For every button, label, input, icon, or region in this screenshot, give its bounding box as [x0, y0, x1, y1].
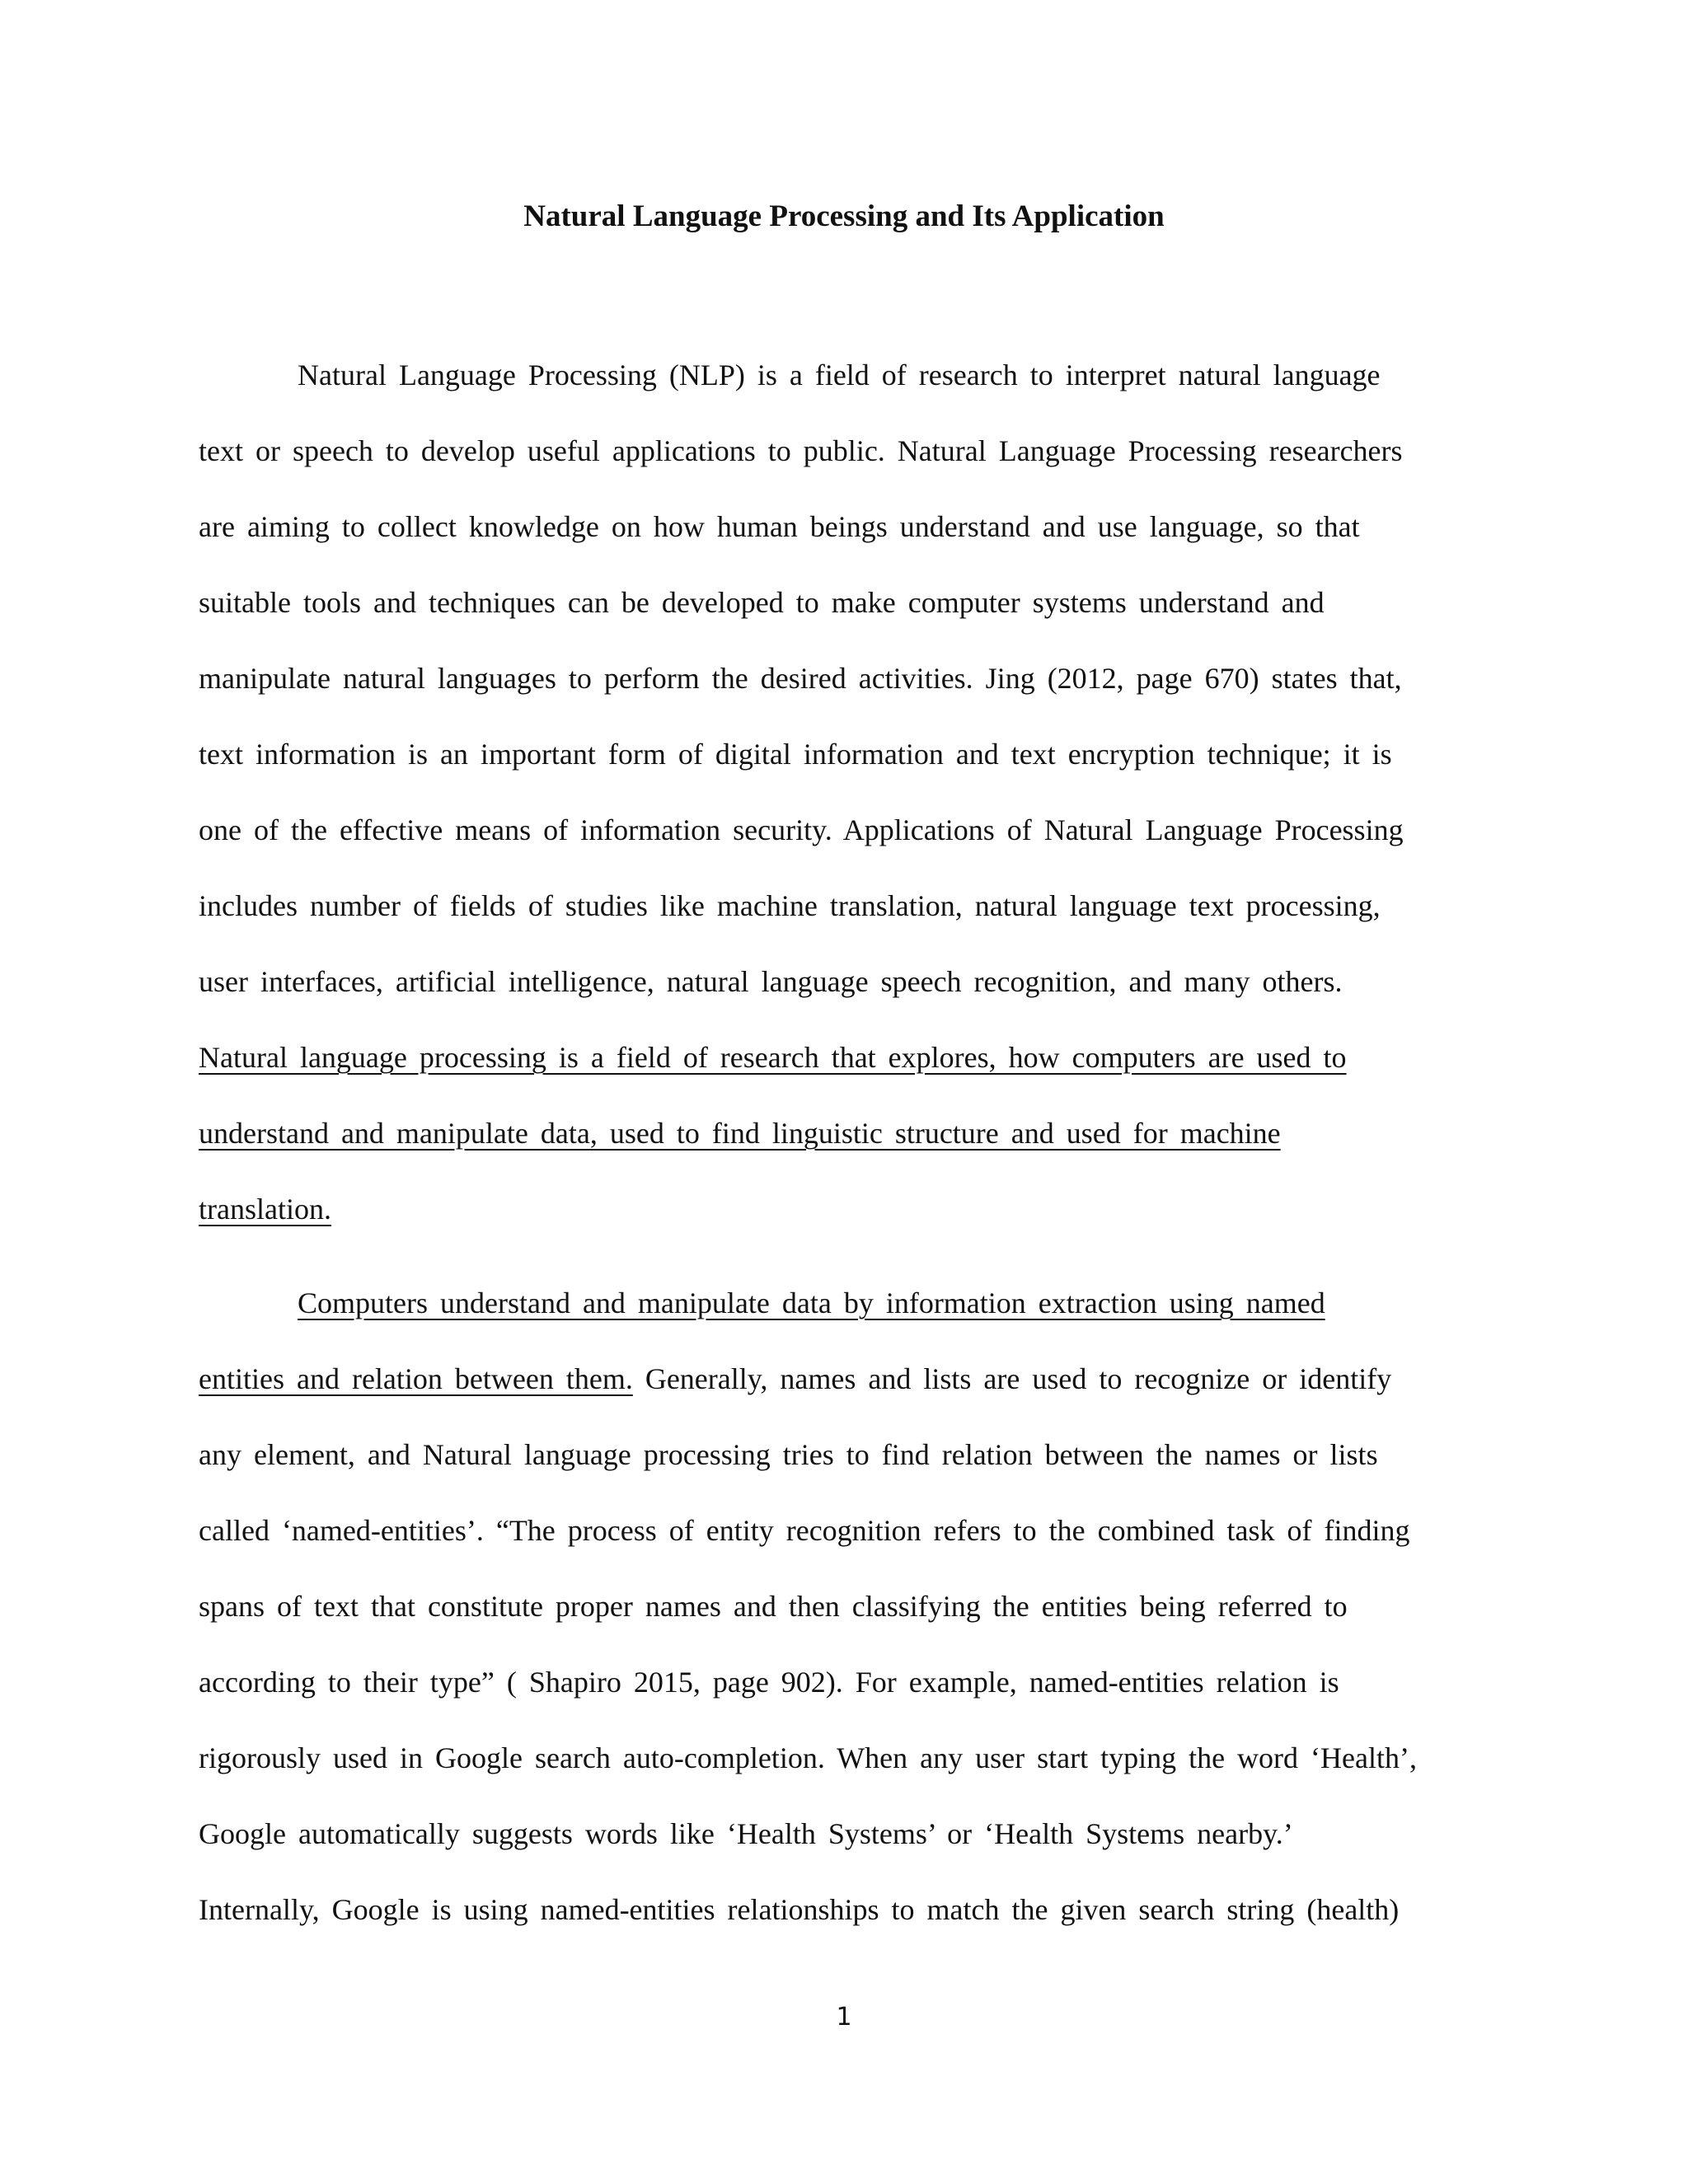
paragraph-1-line-8: includes number of fields of studies like machine translation, natural language text processing, [199, 889, 1381, 922]
paragraph-1-line-9: user interfaces, artificial intelligence, natural language speech recognition, and many others. [199, 965, 1343, 998]
paragraph-2-line-2 [199, 1358, 1391, 1399]
paragraph-2-line-5: spans of text that constitute proper names and then classifying the entities being referred to [199, 1590, 1348, 1623]
page-number: 1 [836, 2003, 852, 2032]
paragraph-2-line-6: according to their type” ( Shapiro 2015, page 902). For example, named-entities relation is [199, 1666, 1339, 1699]
paragraph-1-line-5: manipulate natural languages to perform the desired activities. Jing (2012, page 670) states that, [199, 662, 1402, 695]
paragraph-1-line-2: text or speech to develop useful applications to public. Natural Language Processing researchers [199, 434, 1403, 467]
paragraph-1-underlined-line-3: translation. [199, 1193, 331, 1226]
paragraph-1-underlined-line-1: Natural language processing is a field of research that explores, how computers are used to [199, 1041, 1347, 1074]
paragraph-1-line-7: one of the effective means of information security. Applications of Natural Language Processing [199, 813, 1404, 846]
paragraph-1-line-4: suitable tools and techniques can be developed to make computer systems understand and [199, 586, 1325, 619]
paragraph-1-line-6: text information is an important form of digital information and text encryption technique; it is [199, 738, 1392, 771]
paragraph-2-line-9: Internally, Google is using named-entities relationships to match the given search string (health) [199, 1893, 1400, 1926]
paragraph-1-underlined-line-2: understand and manipulate data, used to find linguistic structure and used for machine [199, 1117, 1281, 1150]
paragraph-2-line-8: Google automatically suggests words like ‘Health Systems’ or ‘Health Systems nearby.’ [199, 1817, 1293, 1850]
paragraph-1-line-3: are aiming to collect knowledge on how human beings understand and use language, so that [199, 510, 1360, 543]
paragraph-2-underlined-line-1: Computers understand and manipulate data by information extraction using named [298, 1286, 1325, 1319]
paragraph-2-line-3: any element, and Natural language processing tries to find relation between the names or lists [199, 1438, 1378, 1471]
paragraph-2-line-2-rest: Generally, names and lists are used to recognize or identify [632, 1362, 1392, 1395]
paragraph-2-line-7: rigorously used in Google search auto-completion. When any user start typing the word ‘Health’, [199, 1741, 1417, 1774]
paragraph-2-line-4: called ‘named-entities’. “The process of entity recognition refers to the combined task of finding [199, 1514, 1410, 1547]
paragraph-2-underlined-phrase: entities and relation between them. [199, 1362, 633, 1395]
document-title: Natural Language Processing and Its Application [523, 199, 1165, 233]
paragraph-1-line-1: Natural Language Processing (NLP) is a field of research to interpret natural language [298, 359, 1381, 391]
